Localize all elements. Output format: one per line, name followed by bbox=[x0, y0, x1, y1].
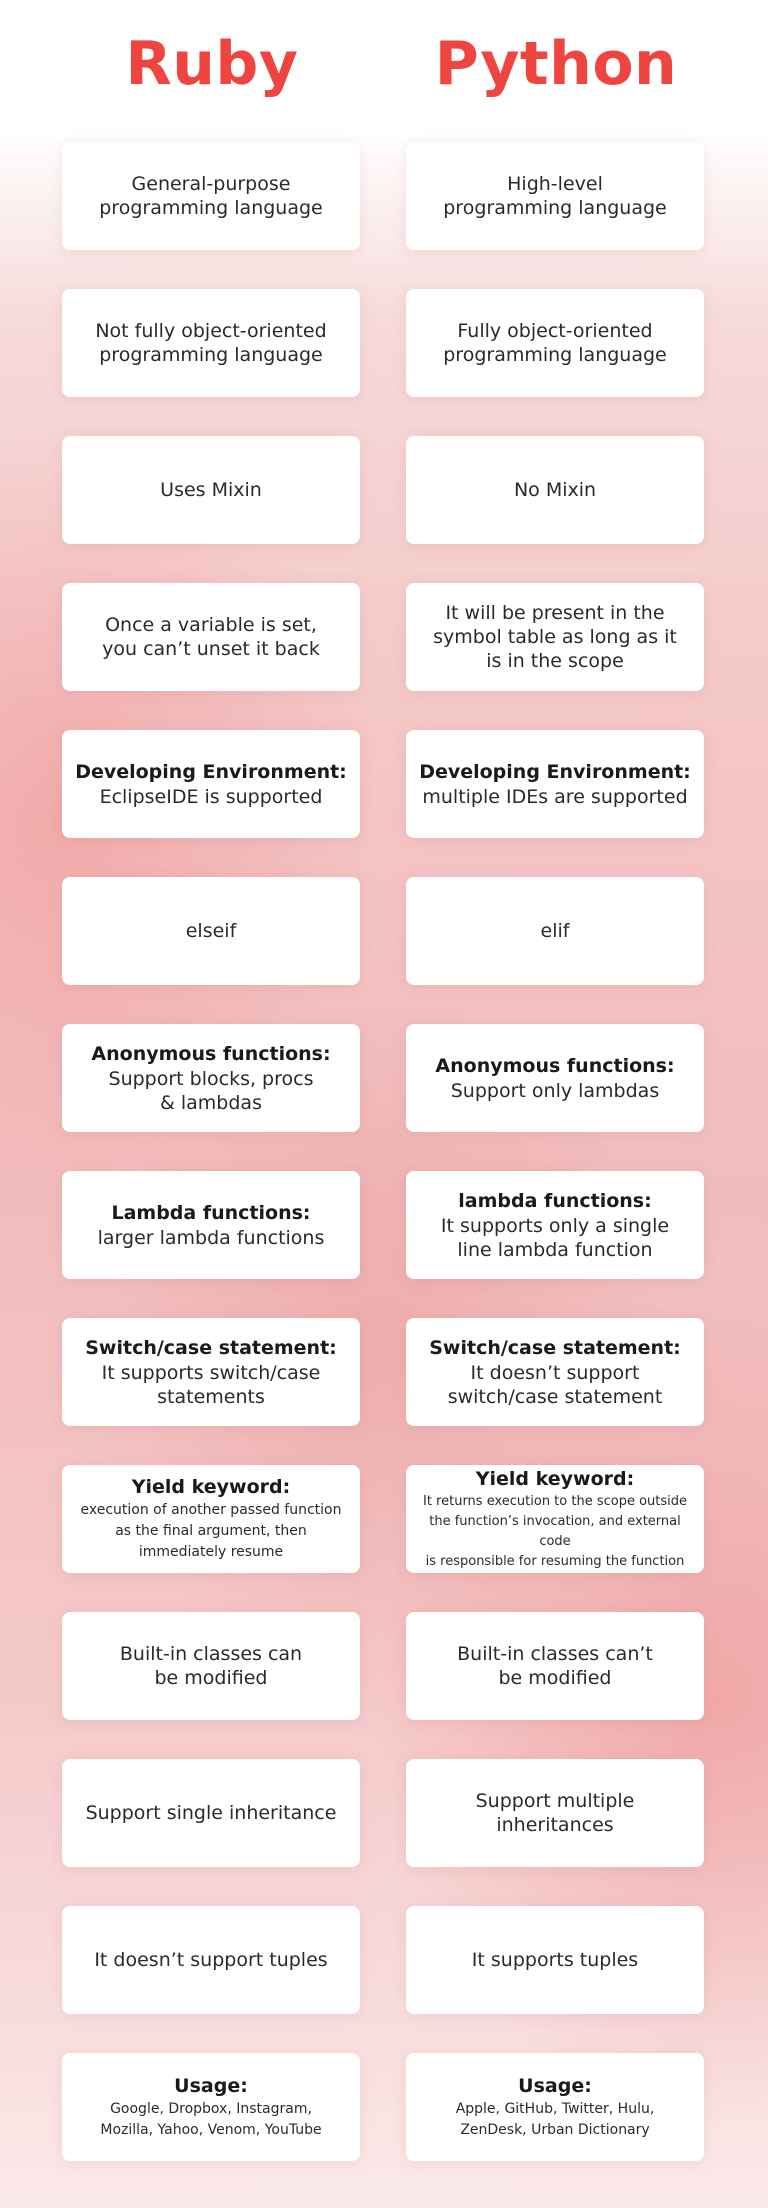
ruby-card-text: be modified bbox=[154, 1667, 268, 1689]
python-card bbox=[406, 436, 704, 544]
ruby-card-text: Support single inheritance bbox=[85, 1802, 337, 1824]
ruby-card bbox=[62, 1171, 360, 1279]
python-card bbox=[406, 1318, 704, 1426]
python-card-text: is responsible for resuming the function bbox=[425, 1553, 685, 1569]
ruby-card-text: you can’t unset it back bbox=[102, 638, 320, 660]
python-card-text: ZenDesk, Urban Dictionary bbox=[460, 2121, 650, 2138]
python-card bbox=[406, 1024, 704, 1132]
ruby-card-text: programming language bbox=[99, 344, 323, 366]
python-card-text: is in the scope bbox=[486, 650, 624, 672]
comparison-row bbox=[62, 1759, 706, 1867]
ruby-card bbox=[62, 142, 360, 250]
header bbox=[0, 24, 768, 114]
python-card bbox=[406, 1171, 704, 1279]
python-card-text: It returns execution to the scope outside bbox=[422, 1493, 688, 1509]
ruby-card bbox=[62, 730, 360, 838]
ruby-card-text: execution of another passed function bbox=[80, 1502, 342, 1518]
python-card-text: It will be present in the bbox=[445, 602, 665, 624]
ruby-column-title: Ruby bbox=[125, 29, 299, 99]
ruby-card-text: Not fully object-oriented bbox=[95, 320, 327, 342]
python-column-title: Python bbox=[434, 29, 678, 99]
python-card bbox=[406, 730, 704, 838]
comparison-row bbox=[62, 289, 706, 397]
python-card-text: be modified bbox=[498, 1667, 612, 1689]
comparison-row bbox=[62, 1318, 706, 1426]
python-card-text: programming language bbox=[443, 344, 667, 366]
ruby-card-title: Switch/case statement: bbox=[85, 1336, 337, 1359]
python-card bbox=[406, 289, 704, 397]
python-card bbox=[406, 142, 704, 250]
ruby-card-text: Support blocks, procs bbox=[108, 1067, 314, 1090]
python-card-text: Fully object-oriented bbox=[457, 320, 653, 342]
ruby-card-title: Anonymous functions: bbox=[91, 1042, 331, 1065]
python-card-text: Support multiple bbox=[475, 1790, 635, 1812]
ruby-card-text: Uses Mixin bbox=[160, 479, 262, 501]
comparison-row bbox=[62, 730, 706, 838]
python-card-text: multiple IDEs are supported bbox=[422, 785, 688, 808]
python-card-title: Anonymous functions: bbox=[435, 1054, 675, 1077]
python-card-text: It supports only a single bbox=[440, 1214, 670, 1237]
ruby-card bbox=[62, 1318, 360, 1426]
python-card bbox=[406, 583, 704, 691]
python-card-title: Yield keyword: bbox=[475, 1467, 635, 1490]
python-card-title: Developing Environment: bbox=[419, 760, 691, 783]
python-card-text: No Mixin bbox=[513, 479, 597, 501]
ruby-card-title: Usage: bbox=[174, 2074, 248, 2097]
ruby-card-text: Google, Dropbox, Instagram, bbox=[110, 2100, 312, 2117]
comparison-row bbox=[62, 1612, 706, 1720]
python-card-text: symbol table as long as it bbox=[433, 626, 677, 648]
python-card-text: It doesn’t support bbox=[470, 1361, 640, 1384]
python-card bbox=[406, 1906, 704, 2014]
comparison-row bbox=[62, 877, 706, 985]
ruby-card bbox=[62, 1759, 360, 1867]
ruby-card-text: larger lambda functions bbox=[97, 1226, 325, 1249]
python-card-text: elif bbox=[540, 920, 570, 942]
python-card-title: Switch/case statement: bbox=[429, 1336, 681, 1359]
ruby-card-title: Lambda functions: bbox=[111, 1201, 311, 1224]
python-card-title: lambda functions: bbox=[458, 1189, 652, 1212]
ruby-card-text: statements bbox=[157, 1385, 265, 1408]
ruby-card bbox=[62, 1024, 360, 1132]
python-card-text: the function’s invocation, and external code bbox=[429, 1513, 681, 1549]
ruby-card bbox=[62, 436, 360, 544]
ruby-card bbox=[62, 1612, 360, 1720]
comparison-row bbox=[62, 1171, 706, 1279]
comparison-row bbox=[62, 142, 706, 250]
ruby-card-text: EclipseIDE is supported bbox=[99, 785, 323, 808]
ruby-card-text: It doesn’t support tuples bbox=[94, 1949, 328, 1971]
python-card bbox=[406, 877, 704, 985]
python-card bbox=[406, 2053, 704, 2161]
python-card-text: programming language bbox=[443, 197, 667, 219]
python-card-text: line lambda function bbox=[457, 1238, 653, 1261]
ruby-card-text: as the final argument, then bbox=[115, 1523, 307, 1539]
ruby-card-title: Yield keyword: bbox=[131, 1476, 291, 1498]
comparison-row bbox=[62, 2053, 706, 2161]
comparison-grid bbox=[62, 142, 706, 2200]
comparison-row bbox=[62, 583, 706, 691]
ruby-card-text: Mozilla, Yahoo, Venom, YouTube bbox=[100, 2121, 322, 2138]
ruby-card bbox=[62, 877, 360, 985]
ruby-card-text: programming language bbox=[99, 197, 323, 219]
python-card-text: High-level bbox=[507, 173, 603, 195]
python-card-text: Built-in classes can’t bbox=[457, 1643, 653, 1665]
python-card bbox=[406, 1759, 704, 1867]
ruby-card-text: General-purpose bbox=[131, 173, 291, 195]
ruby-card bbox=[62, 1906, 360, 2014]
python-card-title: Usage: bbox=[518, 2074, 592, 2097]
python-card-text: Apple, GitHub, Twitter, Hulu, bbox=[455, 2100, 655, 2117]
python-card-text: switch/case statement bbox=[447, 1385, 663, 1408]
ruby-card-text: immediately resume bbox=[138, 1544, 284, 1560]
ruby-card bbox=[62, 1465, 360, 1573]
ruby-card bbox=[62, 583, 360, 691]
comparison-row bbox=[62, 1906, 706, 2014]
ruby-card-text: & lambdas bbox=[160, 1091, 262, 1114]
ruby-card-text: It supports switch/case bbox=[101, 1361, 321, 1384]
comparison-row bbox=[62, 1465, 706, 1573]
ruby-card bbox=[62, 289, 360, 397]
python-card-text: Support only lambdas bbox=[450, 1079, 660, 1102]
ruby-card-title: Developing Environment: bbox=[75, 760, 347, 783]
ruby-card-text: Built-in classes can bbox=[119, 1643, 303, 1665]
ruby-card-text: Once a variable is set, bbox=[105, 614, 317, 636]
python-card bbox=[406, 1612, 704, 1720]
comparison-row bbox=[62, 1024, 706, 1132]
python-card-text: It supports tuples bbox=[471, 1949, 639, 1971]
ruby-card-text: elseif bbox=[185, 920, 237, 942]
comparison-row bbox=[62, 436, 706, 544]
python-card-text: inheritances bbox=[496, 1814, 614, 1836]
ruby-card bbox=[62, 2053, 360, 2161]
python-card bbox=[406, 1465, 704, 1573]
